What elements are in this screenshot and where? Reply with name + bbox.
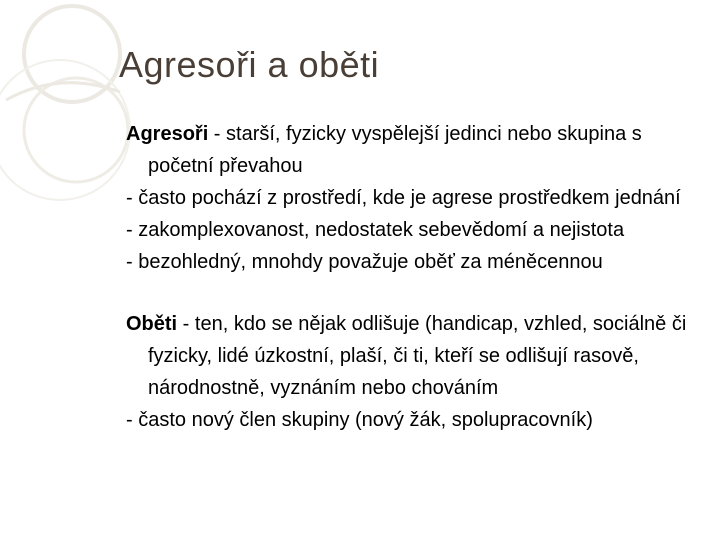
slide-title: Agresoři a oběti [119, 44, 380, 85]
aggressors-definition-text: - starší, fyzicky vyspělejší jedinci nebo skupina s početní převahou [148, 123, 642, 177]
aggressors-definition [126, 118, 706, 182]
paragraph-gap [126, 278, 706, 308]
aggressors-item: - bezohledný, mnohdy považuje oběť za méněcennou [126, 251, 603, 273]
victims-item: - často nový člen skupiny (nový žák, spolupracovník) [126, 409, 593, 431]
victims-definition-text: - ten, kdo se nějak odlišuje (handicap, vzhled, sociálně či fyzicky, lidé úzkostní, plaší, či ti, kteří se odlišují rasově, národnostně, vyznáním nebo chováním [148, 313, 687, 399]
victims-term: Oběti [126, 313, 178, 335]
slide-content [126, 118, 706, 436]
victims-definition [126, 308, 706, 404]
aggressors-item: - často pochází z prostředí, kde je agrese prostředkem jednání [126, 187, 681, 209]
aggressors-term: Agresoři [126, 123, 209, 145]
aggressors-item: - zakomplexovanost, nedostatek sebevědomí a nejistota [126, 219, 625, 241]
